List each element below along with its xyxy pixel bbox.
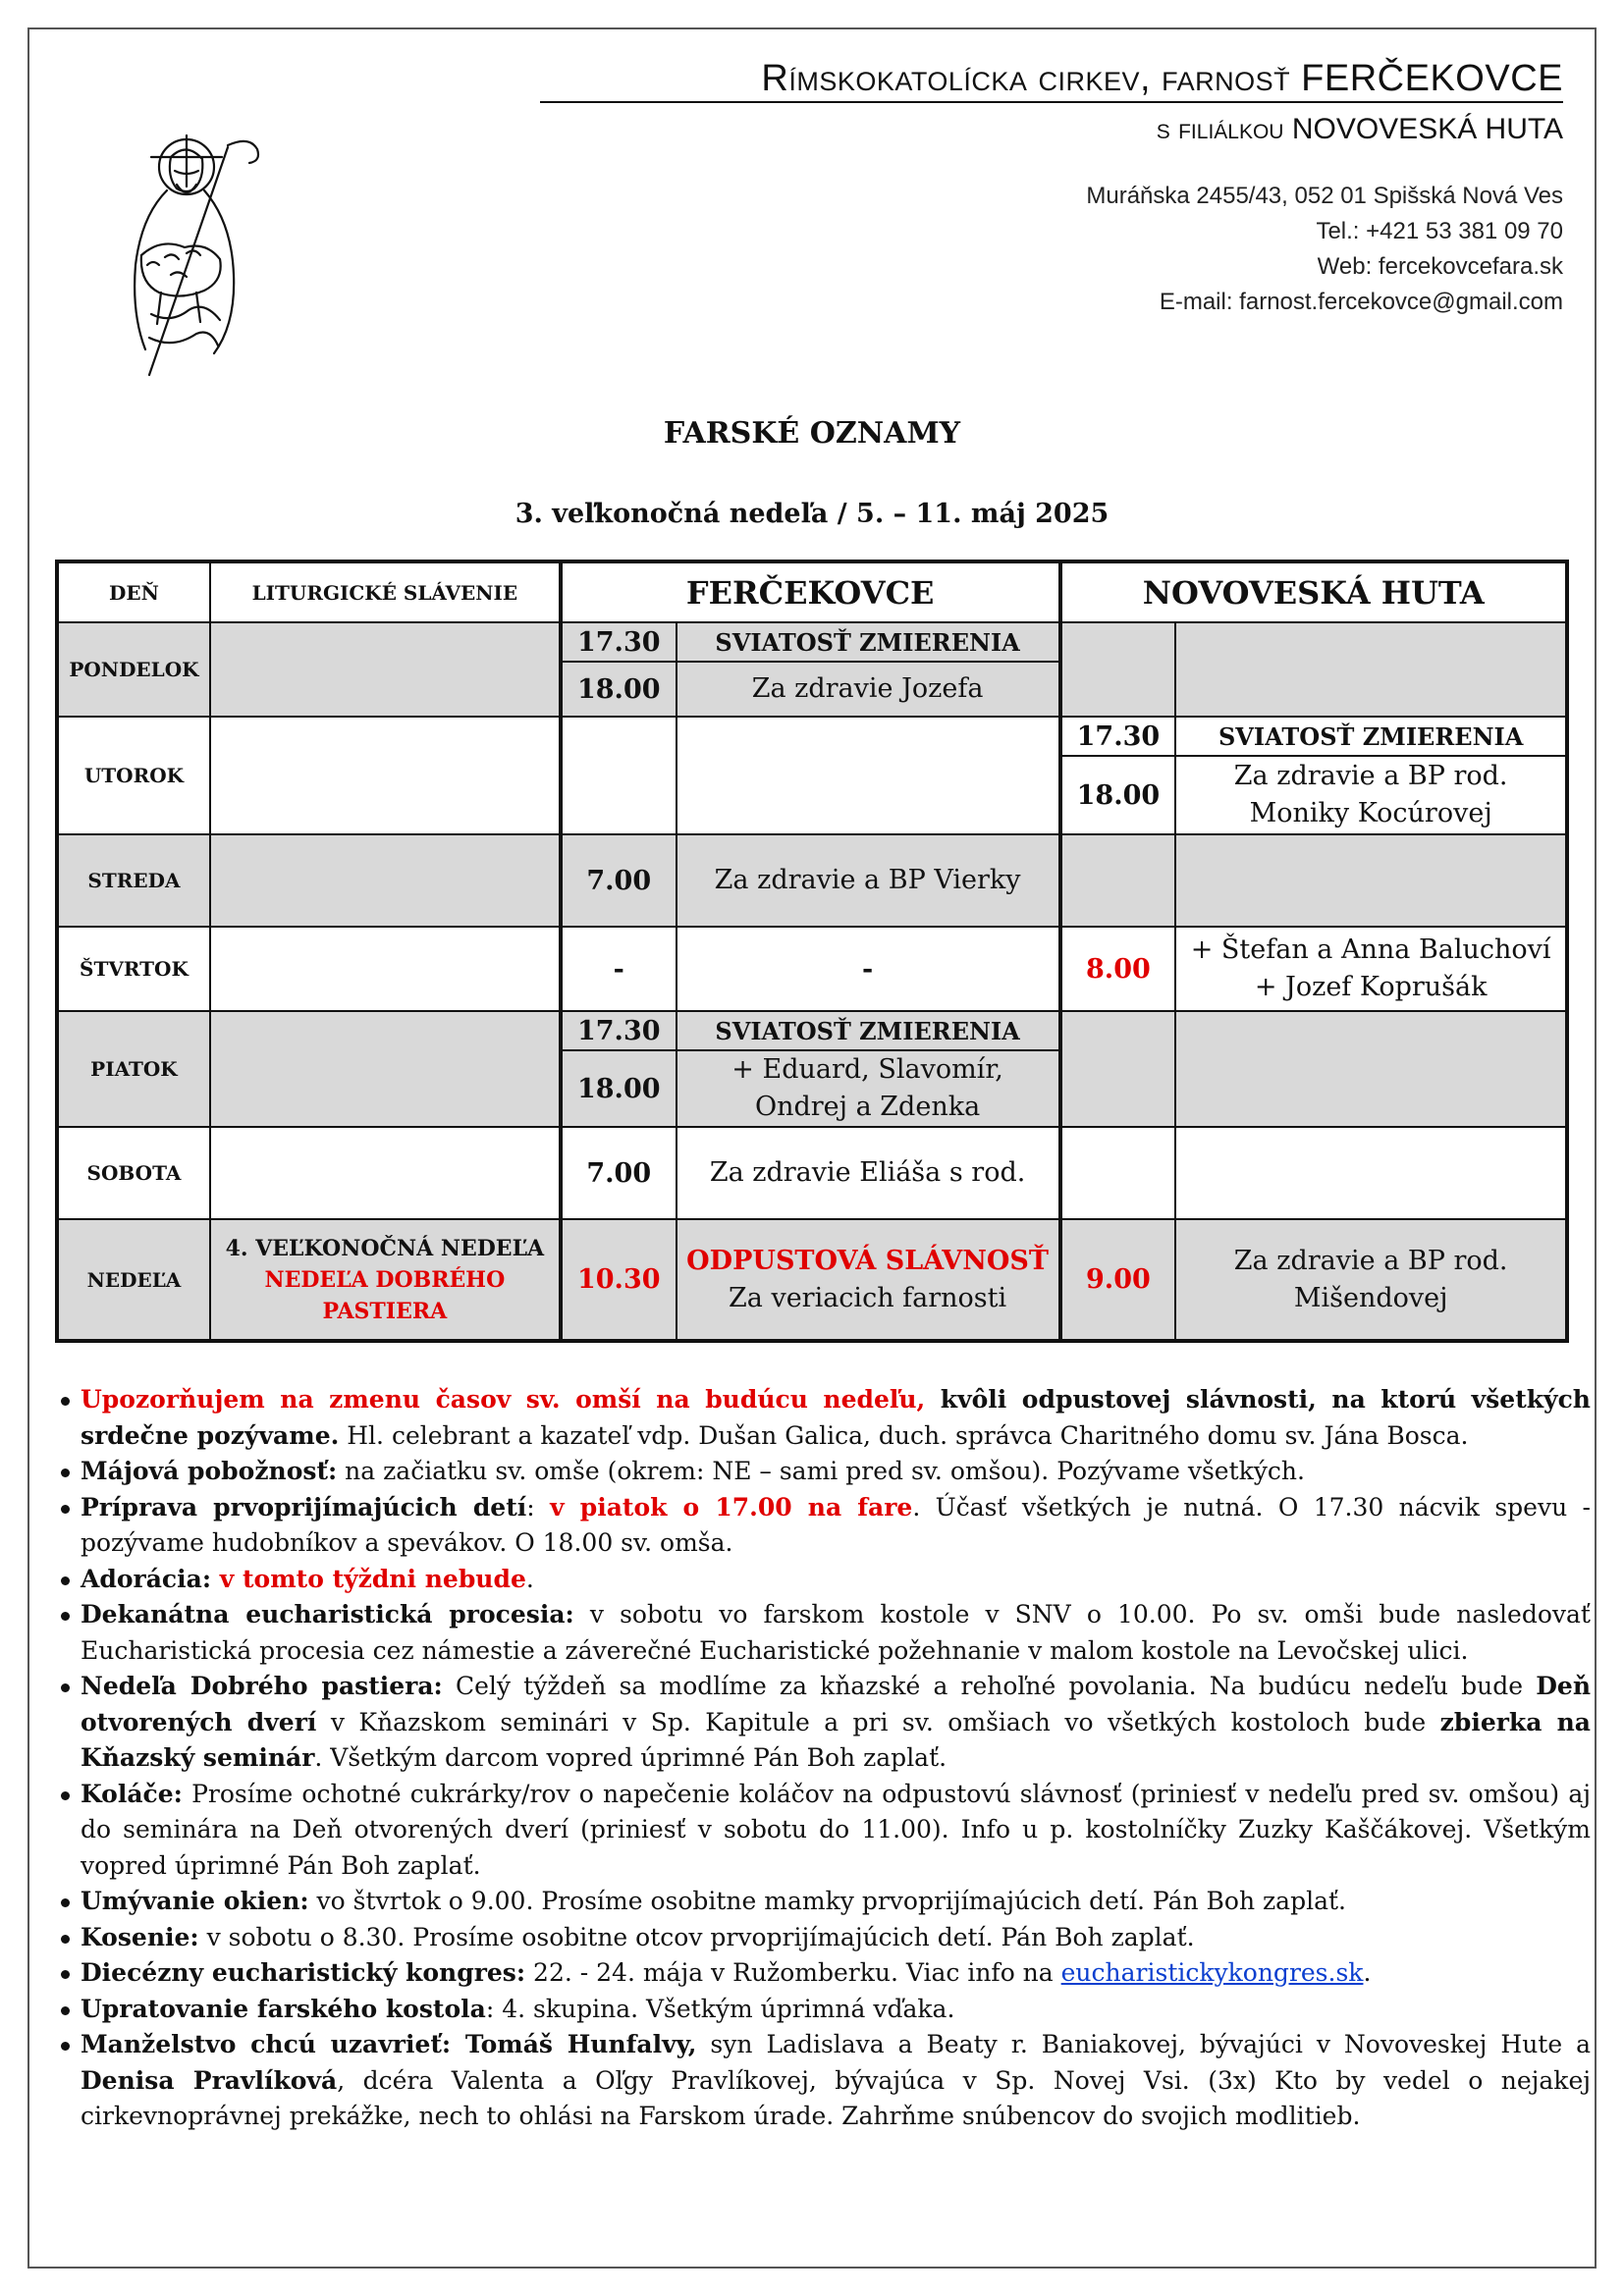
intent-cell: SVIATOSŤ ZMIERENIA — [1175, 717, 1567, 756]
notice-bold: Manželstvo chcú uzavrieť: Tomáš Hunfalvy, — [81, 2030, 697, 2058]
table-row — [57, 1127, 1567, 1219]
time-cell — [1060, 1127, 1176, 1219]
parish-name: FERČEKOVCE — [1301, 58, 1563, 99]
time-cell: 17.30 — [561, 622, 677, 662]
notice-text: : — [526, 1492, 551, 1522]
notice-bold: Adorácia: — [81, 1564, 212, 1593]
notice-text: . — [1363, 1958, 1372, 1987]
liturgy-line: 4. VEĽKONOČNÁ NEDEĽA — [225, 1235, 545, 1261]
notice-text: Hl. celebrant a kazateľ vdp. Dušan Galica, duch. správca Charitného domu sv. Jána Bosca. — [339, 1420, 1469, 1450]
intent-cell: - — [677, 927, 1060, 1011]
time-cell — [1060, 1011, 1176, 1127]
notice-bold: Umývanie okien: — [81, 1887, 309, 1915]
notice-bold: Príprava prvoprijímajúcich detí — [81, 1492, 527, 1522]
time-cell: 8.00 — [1060, 927, 1176, 1011]
intent-cell — [1175, 622, 1567, 717]
intent-cell — [677, 717, 1060, 834]
col-liturgy: LITURGICKÉ SLÁVENIE — [210, 561, 561, 622]
notice-bold: Denisa Pravlíková — [81, 2065, 338, 2095]
notice-text: . Všetkým darcom vopred úprimné Pán Boh zaplať. — [314, 1743, 947, 1772]
list-item — [59, 2027, 1591, 2135]
list-item — [59, 1955, 1591, 1992]
list-item — [59, 1669, 1591, 1777]
col-day: DEŇ — [57, 561, 210, 622]
notice-text: syn Ladislava a Beaty r. Baniakovej, bývajúci v Novoveskej Hute a — [696, 2030, 1591, 2058]
time-cell: 18.00 — [1060, 756, 1176, 834]
intent-cell — [677, 1050, 1060, 1127]
list-item — [59, 1562, 1591, 1598]
list-item — [59, 1777, 1591, 1885]
time-cell: 17.30 — [1060, 717, 1176, 756]
intent-line: Ondrej a Zdenka — [754, 1092, 981, 1122]
notice-highlight: Upozorňujem na zmenu časov sv. omší na budúcu nedeľu, — [81, 1385, 926, 1414]
intent-line: Za veriacich farnosti — [729, 1282, 1007, 1313]
list-item — [59, 1382, 1591, 1454]
notice-bold: kvôli odpustovej slávnosti, na ktorú všetkých srdečne pozývame. — [81, 1385, 1591, 1450]
liturgy-cell — [210, 1219, 561, 1341]
time-cell — [1060, 622, 1176, 717]
notice-text: v sobotu vo farskom kostole v SNV o 10.00. Po sv. omši bude nasledovať Eucharistická procesia cez námestie a záverečné Eucharistické požehnanie v malom kostole na Levočskej ulici. — [81, 1600, 1591, 1665]
liturgy-cell — [210, 622, 561, 717]
time-cell: - — [561, 927, 677, 1011]
web: Web: fercekovcefara.sk — [1317, 253, 1563, 280]
notice-bold: zbierka na Kňazský seminár — [81, 1707, 1591, 1772]
intent-line: + Štefan a Anna Baluchoví — [1190, 934, 1551, 965]
intent-cell — [1175, 1127, 1567, 1219]
intent-cell: SVIATOSŤ ZMIERENIA — [677, 622, 1060, 662]
notice-bold: Kosenie: — [81, 1922, 199, 1951]
intent-line: Za zdravie a BP rod. — [1233, 1245, 1508, 1276]
filial-prefix: s filiálkou — [1156, 113, 1284, 145]
table-row — [57, 927, 1567, 1011]
notice-bold: Májová pobožnosť: — [81, 1457, 338, 1485]
liturgy-cell — [210, 927, 561, 1011]
time-cell: 10.30 — [561, 1219, 677, 1341]
intent-line: + Jozef Koprušák — [1254, 972, 1488, 1002]
list-item — [59, 1884, 1591, 1920]
list-item — [59, 1490, 1591, 1562]
time-cell: 7.00 — [561, 1127, 677, 1219]
notices-list — [59, 1382, 1591, 2135]
intent-cell: Za zdravie Eliáša s rod. — [677, 1127, 1060, 1219]
notice-bold: Koláče: — [81, 1779, 183, 1808]
congress-link[interactable]: eucharistickykongres.sk — [1060, 1958, 1364, 1987]
notice-highlight: v tomto týždni nebude — [211, 1564, 526, 1593]
notice-bold: Nedeľa Dobrého pastiera: — [81, 1672, 443, 1700]
list-item — [59, 1597, 1591, 1669]
intent-line: Moniky Kocúrovej — [1249, 798, 1492, 828]
intent-cell: Za zdravie Jozefa — [677, 662, 1060, 717]
notice-text: . Účasť všetkých je nutná. O 17.30 nácvik spevu - pozývame hudobníkov a spevákov. O 18.00 sv. omša. — [81, 1492, 1591, 1557]
table-row — [57, 717, 1567, 756]
notice-text: 22. - 24. mája v Ružomberku. Viac info na — [525, 1958, 1061, 1987]
notice-text: Celý týždeň sa modlíme za kňazské a rehoľné povolania. Na budúcu nedeľu bude — [442, 1672, 1537, 1700]
day-cell: NEDEĽA — [57, 1219, 210, 1341]
intent-cell — [1175, 756, 1567, 834]
filial-name: NOVOVESKÁ HUTA — [1291, 113, 1563, 145]
intent-cell: Za zdravie a BP Vierky — [677, 834, 1060, 927]
notice-bold: Dekanátna eucharistická procesia: — [81, 1600, 574, 1629]
schedule-table — [55, 560, 1569, 1343]
table-row — [57, 1011, 1567, 1050]
list-item — [59, 1920, 1591, 1956]
notice-text: . — [525, 1564, 534, 1593]
notice-text: , dcéra Valenta a Oľgy Pravlíkovej, bývajúca v Sp. Novej Vsi. (3x) Kto by vedel o nejakej cirkevnoprávnej prekážke, nech to ohlási na Farskom úrade. Zahrňme snúbencov do svojich modlitieb. — [81, 2065, 1591, 2130]
filial-line — [761, 110, 1563, 149]
liturgy-line: PASTIERA — [322, 1298, 448, 1324]
liturgy-cell — [210, 1127, 561, 1219]
intent-line: ODPUSTOVÁ SLÁVNOSŤ — [686, 1245, 1049, 1276]
day-cell: PONDELOK — [57, 622, 210, 717]
notice-bold: Deň otvorených dverí — [81, 1672, 1591, 1736]
col-fercekovce: FERČEKOVCE — [561, 561, 1060, 622]
notice-text: na začiatku sv. omše (okrem: NE – sami pred sv. omšou). Pozývame všetkých. — [337, 1457, 1305, 1485]
contact-block — [761, 179, 1563, 320]
list-item — [59, 1454, 1591, 1490]
time-cell: 7.00 — [561, 834, 677, 927]
table-header-row — [57, 561, 1567, 622]
notice-highlight: v piatok o 17.00 na fare — [550, 1492, 913, 1522]
intent-line: Za zdravie a BP rod. — [1233, 761, 1508, 791]
church-name — [761, 55, 1563, 102]
day-cell: SOBOTA — [57, 1127, 210, 1219]
church-prefix: Rímskokatolícka cirkev, farnosť — [761, 58, 1291, 99]
page-subtitle: 3. veľkonočná nedeľa / 5. – 11. máj 2025 — [514, 499, 1110, 529]
good-shepherd-icon — [102, 128, 298, 383]
liturgy-cell — [210, 717, 561, 834]
day-cell: STREDA — [57, 834, 210, 927]
time-cell: 17.30 — [561, 1011, 677, 1050]
intent-cell — [677, 1219, 1060, 1341]
time-cell: 9.00 — [1060, 1219, 1176, 1341]
page-title: FARSKÉ OZNAMY — [663, 416, 961, 451]
day-cell: UTOROK — [57, 717, 210, 834]
intent-line: + Eduard, Slavomír, — [731, 1054, 1003, 1085]
liturgy-line: NEDEĽA DOBRÉHO — [264, 1266, 506, 1293]
table-row — [57, 834, 1567, 927]
intent-cell — [1175, 834, 1567, 927]
time-cell — [561, 717, 677, 834]
time-cell: 18.00 — [561, 1050, 677, 1127]
parish-header — [761, 55, 1563, 320]
notice-text: v Kňazskom seminári v Sp. Kapitule a pri sv. omšiach vo všetkých kostoloch bude — [316, 1707, 1440, 1736]
intent-cell — [1175, 927, 1567, 1011]
phone: Tel.: +421 53 381 09 70 — [1316, 218, 1563, 244]
table-row — [57, 622, 1567, 662]
list-item — [59, 1992, 1591, 2028]
day-cell: ŠTVRTOK — [57, 927, 210, 1011]
day-cell: PIATOK — [57, 1011, 210, 1127]
intent-cell: SVIATOSŤ ZMIERENIA — [677, 1011, 1060, 1050]
notice-bold: Upratovanie farského kostola — [81, 1994, 486, 2023]
liturgy-cell — [210, 1011, 561, 1127]
notice-text: : 4. skupina. Všetkým úprimná vďaka. — [485, 1994, 955, 2023]
notice-text: v sobotu o 8.30. Prosíme osobitne otcov prvoprijímajúcich detí. Pán Boh zaplať. — [198, 1922, 1195, 1951]
intent-cell — [1175, 1219, 1567, 1341]
address: Muráňska 2455/43, 052 01 Spišská Nová Ves — [1086, 183, 1563, 209]
header-rule — [540, 101, 1563, 103]
time-cell: 18.00 — [561, 662, 677, 717]
intent-line: Mišendovej — [1293, 1282, 1448, 1313]
notice-bold: Diecézny eucharistický kongres: — [81, 1958, 526, 1987]
col-novoveska-huta: NOVOVESKÁ HUTA — [1060, 561, 1568, 622]
notice-text: Prosíme ochotné cukrárky/rov o napečenie koláčov na odpustovú slávnosť (priniesť v nedeľu pred sv. omšou) aj do seminára na Deň otvorených dverí (priniesť v sobotu do 11.00). Info u p. kostolníčky Zuzky Kaščákovej. Všetkým vopred úprimné Pán Boh zaplať. — [81, 1779, 1591, 1880]
liturgy-cell — [210, 834, 561, 927]
time-cell — [1060, 834, 1176, 927]
email: E-mail: farnost.fercekovce@gmail.com — [1159, 289, 1563, 315]
table-row — [57, 1219, 1567, 1341]
notice-text: vo štvrtok o 9.00. Prosíme osobitne mamky prvoprijímajúcich detí. Pán Boh zaplať. — [308, 1887, 1346, 1915]
intent-cell — [1175, 1011, 1567, 1127]
